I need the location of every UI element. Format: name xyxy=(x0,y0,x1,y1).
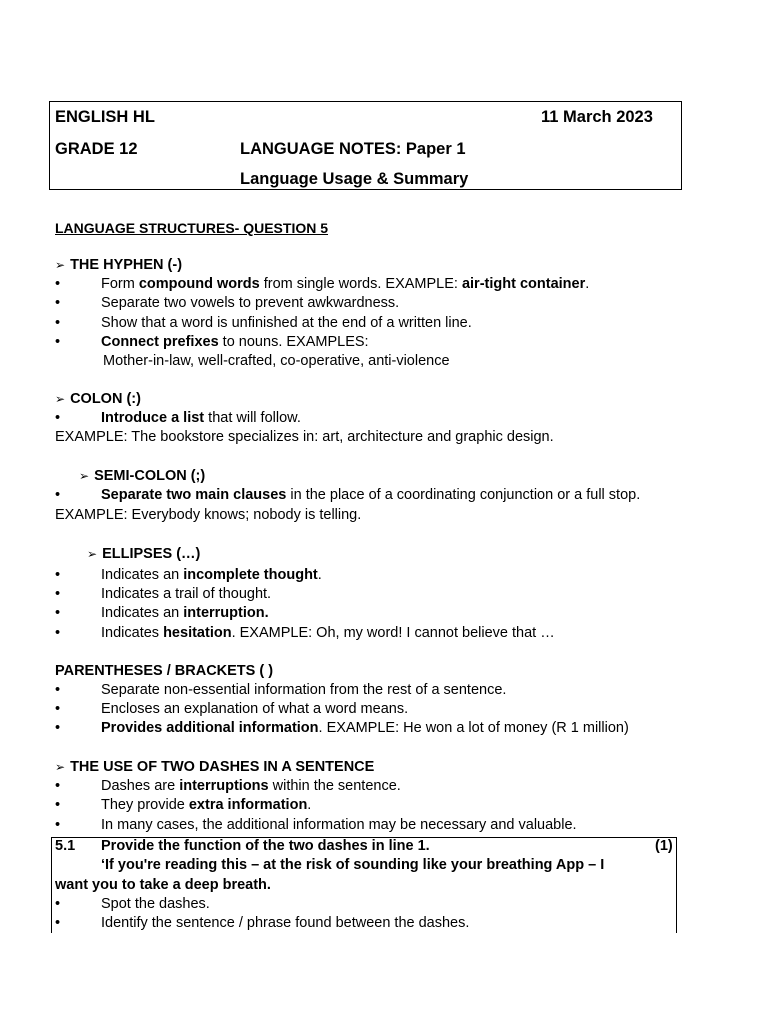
bold-text: Introduce a list xyxy=(101,410,205,426)
hyphen-item-2: Separate two vowels to prevent awkwardness. xyxy=(101,295,400,311)
hyphen-item-1 xyxy=(101,276,589,292)
bold-text: compound words xyxy=(138,276,260,292)
arrow-bullet-icon: ➢ xyxy=(79,469,90,483)
text: They provide xyxy=(101,797,189,813)
bold-text: extra information xyxy=(188,797,308,813)
bullet-icon: • xyxy=(55,896,61,912)
text: Indicates xyxy=(101,625,164,641)
bold-text: hesitation xyxy=(163,625,232,641)
bullet-icon: • xyxy=(55,778,61,794)
subject-label: ENGLISH HL xyxy=(55,108,155,126)
text: Indicates an xyxy=(101,605,184,621)
bullet-icon: • xyxy=(55,410,61,426)
hyphen-item-4 xyxy=(101,334,369,350)
bullet-icon: • xyxy=(55,701,61,717)
text: . EXAMPLE: He won a lot of money (R 1 million) xyxy=(318,720,629,736)
hyphen-heading-text: THE HYPHEN (-) xyxy=(70,257,183,273)
text: within the sentence. xyxy=(268,778,401,794)
page-subtitle: Language Usage & Summary xyxy=(240,170,469,188)
ellipses-item-3 xyxy=(101,605,269,621)
hyphen-examples: Mother-in-law, well-crafted, co-operative, anti-violence xyxy=(103,353,450,369)
arrow-bullet-icon: ➢ xyxy=(55,392,66,406)
date-label: 11 March 2023 xyxy=(541,108,653,126)
dashes-heading xyxy=(55,759,374,775)
semicolon-heading xyxy=(79,468,205,484)
question-marks: (1) xyxy=(655,838,673,854)
semicolon-item-1 xyxy=(101,487,640,503)
bold-text: interruption. xyxy=(183,605,269,621)
text: . xyxy=(585,276,590,292)
parentheses-item-1: Separate non-essential information from the rest of a sentence. xyxy=(101,682,507,698)
question-step-2: Identify the sentence / phrase found between the dashes. xyxy=(101,915,470,931)
text: from single words. EXAMPLE: xyxy=(259,276,462,292)
dashes-item-3: In many cases, the additional information may be necessary and valuable. xyxy=(101,817,577,833)
bold-text: incomplete thought xyxy=(183,567,318,583)
bold-text: Connect prefixes xyxy=(101,334,219,350)
bullet-icon: • xyxy=(55,682,61,698)
hyphen-item-3: Show that a word is unfinished at the end of a written line. xyxy=(101,315,472,331)
dashes-item-1 xyxy=(101,778,401,794)
bullet-icon: • xyxy=(55,567,61,583)
arrow-bullet-icon: ➢ xyxy=(87,547,98,561)
parentheses-item-2: Encloses an explanation of what a word means. xyxy=(101,701,409,717)
arrow-bullet-icon: ➢ xyxy=(55,258,66,272)
text: in the place of a coordinating conjunction or a full stop. xyxy=(286,487,641,503)
text: Dashes are xyxy=(101,778,180,794)
colon-example: EXAMPLE: The bookstore specializes in: art, architecture and graphic design. xyxy=(55,429,554,445)
bullet-icon: • xyxy=(55,315,61,331)
ellipses-item-2: Indicates a trail of thought. xyxy=(101,586,272,602)
bullet-icon: • xyxy=(55,720,61,736)
text: . EXAMPLE: Oh, my word! I cannot believe that … xyxy=(231,625,555,641)
bullet-icon: • xyxy=(55,797,61,813)
hyphen-heading xyxy=(55,257,182,273)
grade-label: GRADE 12 xyxy=(55,140,138,158)
text: that will follow. xyxy=(204,410,301,426)
parentheses-item-3 xyxy=(101,720,629,736)
text: Indicates an xyxy=(101,567,184,583)
text: . xyxy=(317,567,322,583)
bullet-icon: • xyxy=(55,817,61,833)
ellipses-heading xyxy=(87,546,200,562)
colon-item-1 xyxy=(101,410,301,426)
question-prompt: Provide the function of the two dashes in line 1. xyxy=(101,838,430,854)
question-number: 5.1 xyxy=(55,838,76,854)
bullet-icon: • xyxy=(55,625,61,641)
arrow-bullet-icon: ➢ xyxy=(55,760,66,774)
text: Form xyxy=(101,276,139,292)
bullet-icon: • xyxy=(55,295,61,311)
page-title: LANGUAGE NOTES: Paper 1 xyxy=(240,140,466,158)
bold-text: Provides additional information xyxy=(101,720,319,736)
colon-heading-text: COLON (:) xyxy=(70,391,141,407)
bullet-icon: • xyxy=(55,915,61,931)
bold-text: interruptions xyxy=(179,778,269,794)
bold-text: air-tight container xyxy=(461,276,586,292)
colon-heading xyxy=(55,391,141,407)
dashes-heading-text: THE USE OF TWO DASHES IN A SENTENCE xyxy=(70,759,375,775)
parentheses-heading: PARENTHESES / BRACKETS ( ) xyxy=(55,663,274,679)
bullet-icon: • xyxy=(55,586,61,602)
bullet-icon: • xyxy=(55,276,61,292)
bullet-icon: • xyxy=(55,487,61,503)
text: to nouns. EXAMPLES: xyxy=(218,334,369,350)
bullet-icon: • xyxy=(55,334,61,350)
question-step-1: Spot the dashes. xyxy=(101,896,210,912)
question-quote-line-2: want you to take a deep breath. xyxy=(55,877,271,893)
bold-text: Separate two main clauses xyxy=(101,487,287,503)
ellipses-item-1 xyxy=(101,567,322,583)
question-quote-line-1: ‘If you're reading this – at the risk of sounding like your breathing App – I xyxy=(101,857,605,873)
semicolon-example: EXAMPLE: Everybody knows; nobody is telling. xyxy=(55,507,362,523)
semicolon-heading-text: SEMI-COLON (;) xyxy=(94,468,206,484)
dashes-item-2 xyxy=(101,797,311,813)
text: . xyxy=(307,797,312,813)
ellipses-heading-text: ELLIPSES (…) xyxy=(102,546,201,562)
ellipses-item-4 xyxy=(101,625,555,641)
bullet-icon: • xyxy=(55,605,61,621)
section-title: LANGUAGE STRUCTURES- QUESTION 5 xyxy=(55,220,329,236)
